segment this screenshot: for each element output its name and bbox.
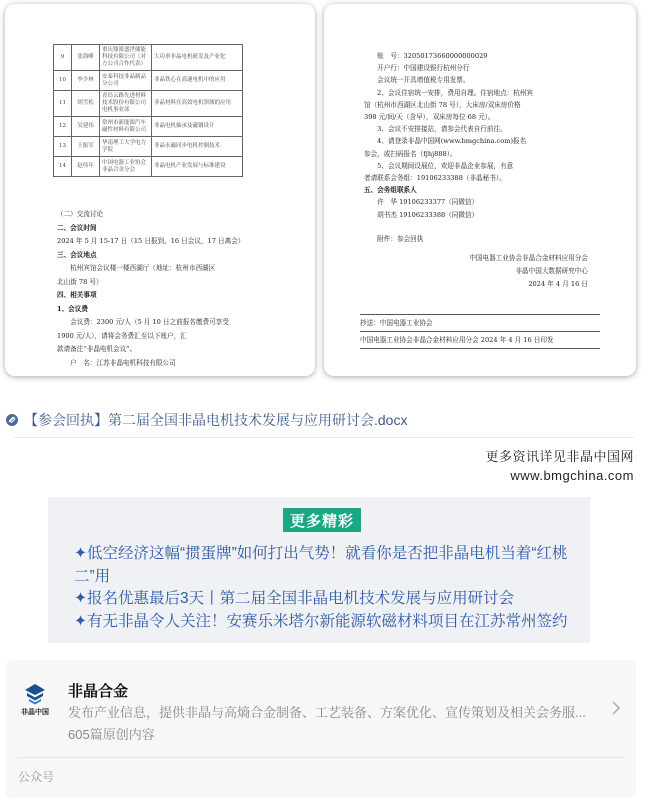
- table-cell-unit: 中国电器工业协会非晶合金分会: [100, 157, 152, 177]
- text-line: 款请备注“非晶电机会议”。: [57, 345, 137, 353]
- text-line: 398 元/间/天（含早），双床房每位 68 元）。: [364, 113, 495, 122]
- table-cell-topic: 非晶铁心在高速电机中的应用: [152, 71, 243, 91]
- section-heading: 三、会议地点: [57, 250, 97, 259]
- account-name[interactable]: 非晶合金: [68, 683, 129, 700]
- table-cell-topic: 大功率非晶电机研发及产业化: [152, 45, 243, 71]
- more-info-text: 更多资讯详见非晶中国网: [485, 449, 634, 464]
- issue-line: 中国电器工业协会非晶合金材料应用分会 2024 年 4 月 16 日印发: [360, 336, 554, 344]
- table-cell-num: 13: [54, 137, 72, 157]
- more-info: [485, 447, 634, 485]
- table-cell-unit: 常州市新能源汽车磁性材料有限公司: [100, 117, 152, 137]
- text-line: 4、请登录非晶中国网(www.bmgchina.com)报名: [364, 137, 527, 146]
- document-preview-strip: [0, 0, 648, 386]
- text-line: （二）交流讨论: [57, 210, 104, 218]
- table-cell-unit: 华南理工大学电力学院: [100, 137, 152, 157]
- account-divider: [18, 757, 624, 758]
- text-line: 北山街 78 号）: [57, 277, 103, 286]
- right-page-text: [364, 50, 624, 245]
- paperclip-icon: [6, 414, 18, 426]
- text-line: 参会，或扫码报名（fjhj888）。: [364, 149, 457, 158]
- text-line: 会议统一开具增值税专用发票。: [364, 76, 470, 85]
- document-page-right[interactable]: [324, 4, 636, 376]
- text-line: 会议费：2300 元/人（5 月 10 日之前报名缴费可享受: [57, 318, 229, 326]
- text-line: 馆（杭州市西湖区北山街 78 号），大床房/双床房价格: [364, 100, 521, 109]
- text-line: 胡书杰 19106233388（同微信）: [364, 210, 479, 219]
- text-line: 许 华 19106233377（同微信）: [364, 198, 479, 207]
- table-cell-unit: 重庆鼎派盛世储能科技有限公司（对方公司合作代表）: [100, 45, 152, 71]
- table-cell-name: 吴建伟: [72, 117, 100, 137]
- table-cell-topic: 非晶材料在高效电机领域的应用: [152, 91, 243, 117]
- text-line: 2、会议住宿统一安排，费用自理。住宿地点：杭州宾: [364, 88, 534, 97]
- text-line: 1900 元/人），请将会务费汇至以下账户，汇: [57, 331, 187, 340]
- text-line: 账 号：32050173660000000029: [364, 52, 488, 60]
- table-cell-name: 张海峰: [72, 45, 100, 71]
- table-cell-unit: 安泰科技非晶制品分公司: [100, 71, 152, 91]
- highlights-list: [74, 543, 578, 633]
- section-heading: 二、会议时间: [57, 223, 97, 232]
- signature-line: 2024 年 4 月 16 日: [528, 280, 588, 288]
- table-cell-num: 10: [54, 71, 72, 91]
- signature-line: 中国电器工业协会非晶合金材料应用分会: [469, 254, 588, 262]
- table-cell-num: 14: [54, 157, 72, 177]
- section-heading: 五、会务组联系人: [364, 186, 417, 195]
- table-cell-num: 12: [54, 117, 72, 137]
- table-row: [54, 71, 243, 91]
- divider: [14, 437, 634, 438]
- table-cell-topic: 非晶电机轴承及磁钢设计: [152, 117, 243, 137]
- account-logo-text: 非晶中国: [21, 709, 49, 716]
- text-line: 者请联系会务组：19106233388（非晶秘书）。: [364, 174, 506, 183]
- more-info-url: www.bmgchina.com: [510, 468, 634, 483]
- speaker-table: [53, 44, 243, 177]
- cc-rule-bottom: [360, 348, 600, 349]
- signature-line: 非晶中国大数据研究中心: [515, 267, 588, 275]
- table-cell-name: 胡雪松: [72, 91, 100, 117]
- text-line: 附件：参会回执: [364, 234, 424, 243]
- table-row: [54, 157, 243, 177]
- table-cell-name: 王振军: [72, 137, 100, 157]
- highlights-title: 更多精彩: [283, 508, 361, 532]
- highlight-link-2[interactable]: ✦报名优惠最后3天丨第二届全国非晶电机技术发展与应用研讨会: [74, 590, 515, 607]
- text-line: 2024 年 5 月 15-17 日（15 日报到，16 日会议，17 日离会）: [57, 237, 245, 245]
- signature-block: [469, 252, 588, 291]
- table-cell-num: 9: [54, 45, 72, 71]
- table-cell-topic: 非晶电机产业发展与标准建设: [152, 157, 243, 177]
- table-row: [54, 91, 243, 117]
- section-heading: 1、会议费: [57, 304, 88, 313]
- table-cell-topic: 非晶永磁同步电机控制技术: [152, 137, 243, 157]
- table-row: [54, 45, 243, 71]
- document-page-left[interactable]: [5, 4, 315, 376]
- text-line: 户 名：江苏非晶电机科技有限公司: [57, 358, 176, 367]
- account-logo-icon: [23, 682, 47, 706]
- text-line: [364, 221, 624, 233]
- table-row: [54, 137, 243, 157]
- table-cell-name: 李少林: [72, 71, 100, 91]
- table-cell-num: 11: [54, 91, 72, 117]
- left-page-text: [57, 208, 297, 370]
- account-logo[interactable]: [18, 682, 52, 722]
- cc-block: [360, 314, 600, 349]
- highlight-link-1[interactable]: ✦低空经济这幅“掼蛋牌”如何打出气势！就看你是否把非晶电机当着“红桃二”用: [74, 545, 568, 585]
- text-line: 5、会议期间设展位，欢迎非晶企业参展，有意: [364, 161, 514, 170]
- table-row: [54, 117, 243, 137]
- text-line: 杭州宾馆会议楼一楼西湖厅（地址：杭州市西湖区: [57, 264, 216, 272]
- account-type: 公众号: [18, 770, 55, 784]
- account-description: 发布产业信息，提供非晶与高熵合金制备、工艺装备、方案优化、宣传策划及相关会务服...: [68, 705, 586, 720]
- table-cell-name: 赵伟年: [72, 157, 100, 177]
- attachment-link[interactable]: [6, 410, 407, 430]
- cc-line: 抄送：中国电器工业协会: [360, 319, 433, 327]
- attachment-label[interactable]: 【参会回执】第二届全国非晶电机技术发展与应用研讨会.docx: [24, 412, 408, 428]
- chevron-right-icon[interactable]: [610, 700, 622, 716]
- section-heading: 四、相关事项: [57, 291, 97, 299]
- table-cell-unit: 青岛云路先进材料技术股份有限公司电机事业部: [100, 91, 152, 117]
- text-line: 3、会议不安排接站，请参会代表自行前往。: [364, 125, 507, 134]
- account-article-count: 605篇原创内容: [68, 727, 155, 742]
- text-line: 开户行：中国建设银行杭州分行: [364, 64, 470, 73]
- highlight-link-3[interactable]: ✦有无非晶令人关注！安赛乐米塔尔新能源软磁材料项目在江苏常州签约: [74, 612, 568, 630]
